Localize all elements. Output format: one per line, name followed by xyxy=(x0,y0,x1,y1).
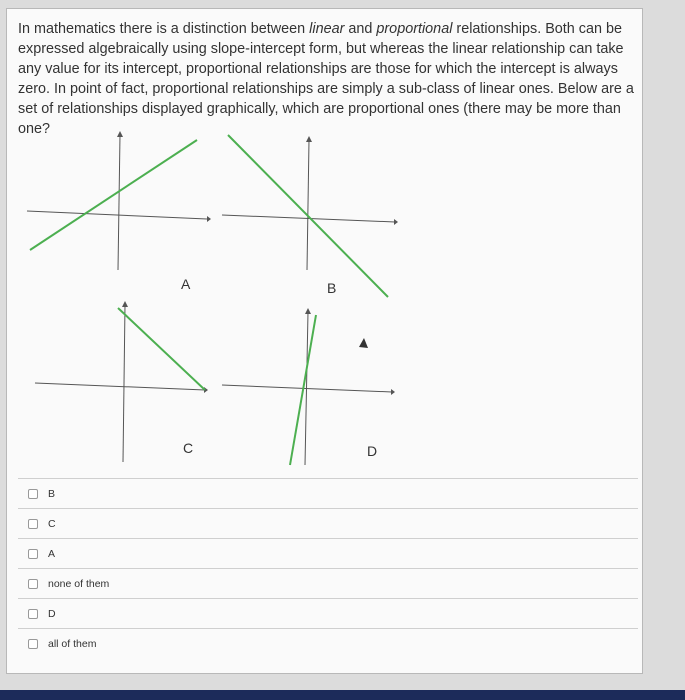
option-c-label: C xyxy=(48,517,56,530)
option-d[interactable] xyxy=(18,598,638,628)
graph-b-y-axis xyxy=(307,140,309,270)
option-c[interactable] xyxy=(18,508,638,538)
question-prompt: In mathematics there is a distinction between linear and proportional relationships. Both can be expressed algebraically using slope-intercept form, but whereas the linear relationship can take any value for its intercept, proportional relationships are those for which the intercept is always zero. In point of fact, proportional relationships are simply a sub-class of linear ones. Below are a set of relationships displayed graphically, which are proportional ones (there may be more than one? xyxy=(18,21,634,137)
graph-b xyxy=(222,135,398,297)
option-a-checkbox[interactable] xyxy=(28,549,38,559)
graph-d xyxy=(222,308,395,465)
graph-d-y-arrow xyxy=(305,308,311,314)
answer-options xyxy=(18,478,638,658)
graph-a-x-axis xyxy=(27,211,207,219)
option-b-label: B xyxy=(48,487,56,500)
graph-a-label: A xyxy=(181,276,191,292)
option-b[interactable] xyxy=(18,478,638,508)
option-none-of-them[interactable] xyxy=(18,568,638,598)
option-all-of-them[interactable] xyxy=(18,628,638,658)
graph-c-y-arrow xyxy=(122,301,128,307)
option-none-checkbox[interactable] xyxy=(28,579,38,589)
option-all-label: all of them xyxy=(48,637,97,650)
option-a-label: A xyxy=(48,547,56,560)
graph-b-label: B xyxy=(327,280,337,296)
option-all-checkbox[interactable] xyxy=(28,639,38,649)
graph-a-line xyxy=(30,140,197,250)
graph-d-label: D xyxy=(367,443,378,459)
graph-d-line xyxy=(290,315,316,465)
option-d-checkbox[interactable] xyxy=(28,609,38,619)
graph-c-line xyxy=(118,308,205,390)
option-c-checkbox[interactable] xyxy=(28,519,38,529)
cursor-arrow-icon xyxy=(359,338,368,348)
graph-b-y-arrow xyxy=(306,136,312,142)
graph-a-x-arrow xyxy=(207,216,211,222)
option-none-label: none of them xyxy=(48,577,110,590)
option-d-label: D xyxy=(48,607,56,620)
graph-c xyxy=(35,301,208,462)
bottom-bar xyxy=(0,690,685,700)
option-b-checkbox[interactable] xyxy=(28,489,38,499)
graph-c-label: C xyxy=(183,440,194,456)
graph-c-y-axis xyxy=(123,305,125,462)
graph-a-y-axis xyxy=(118,135,120,270)
graph-a-y-arrow xyxy=(117,131,123,137)
graph-c-x-axis xyxy=(35,383,205,390)
graph-a xyxy=(27,131,211,292)
graph-d-x-arrow xyxy=(391,389,395,395)
graph-b-x-arrow xyxy=(394,219,398,225)
option-a[interactable] xyxy=(18,538,638,568)
